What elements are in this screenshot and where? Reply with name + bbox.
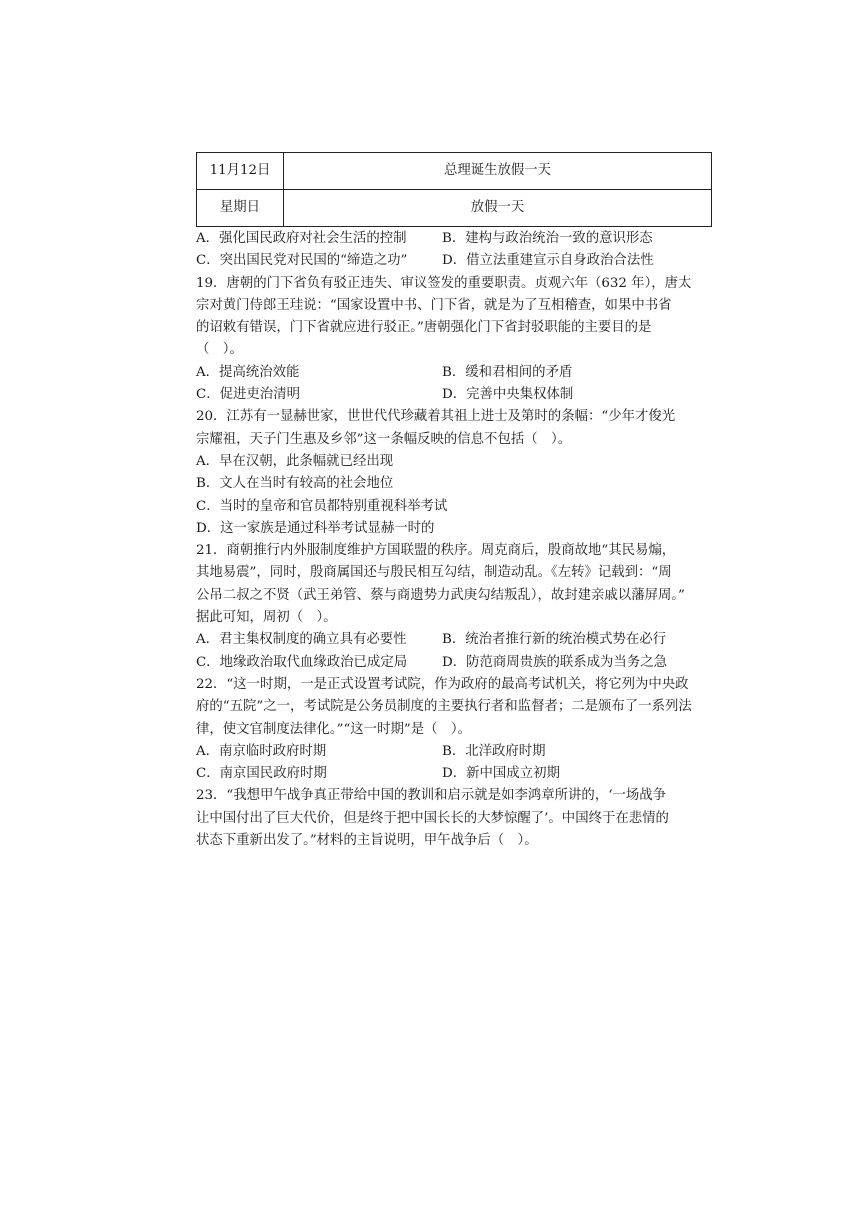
question-21-line: 公吊二叔之不贤（武王弟管、蔡与商遗势力武庚勾结叛乱），故封建亲戚以藩屏周。” — [196, 587, 685, 603]
question-22-line: 22．“这一时期，一是正式设置考试院，作为政府的最高考试机关，将它列为中央政 — [196, 676, 689, 692]
question-23-line: 状态下重新出发了。”材料的主旨说明，甲午战争后（ ）。 — [196, 833, 538, 849]
q21-options-row-1 — [196, 629, 716, 651]
question-19-line: 的诏敕有错误，门下省就应进行驳正。”唐朝强化门下省封驳职能的主要目的是 — [196, 320, 652, 336]
q21-option-a[interactable]: A．君主集权制度的确立具有必要性 — [196, 632, 407, 648]
question-19 — [196, 273, 716, 362]
table-cell-event: 放假一天 — [284, 190, 712, 227]
question-22-line: 府的“五院”之一，考试院是公务员制度的主要执行者和监督者；二是颁布了一系列法 — [196, 699, 692, 715]
q19-option-d[interactable]: D．完善中央集权体制 — [442, 387, 574, 403]
question-19-line: 19．唐朝的门下省负有驳正违失、审议签发的重要职责。贞观六年（632 年），唐太 — [196, 275, 692, 291]
question-20 — [196, 406, 716, 451]
question-20-line: 20．江苏有一显赫世家，世世代代珍藏着其祖上进士及第时的条幅：“少年才俊光 — [196, 409, 676, 425]
question-19-line: （ ）。 — [196, 342, 243, 358]
q20-option-a[interactable]: A．早在汉朝，此条幅就已经出现 — [196, 453, 394, 469]
question-21-line: 据此可知，周初（ ）。 — [196, 610, 337, 626]
q21-options-row-2 — [196, 652, 716, 674]
exam-content — [196, 152, 716, 852]
q18-option-b[interactable]: B．建构与政治统治一致的意识形态 — [442, 231, 653, 246]
q22-option-a[interactable]: A．南京临时政府时期 — [196, 743, 327, 759]
table-cell-date: 11月12日 — [197, 153, 284, 190]
question-22-line: 律，使文官制度法律化。”“这一时期”是（ ）。 — [196, 721, 471, 737]
holiday-table — [196, 152, 712, 227]
q22-option-c[interactable]: C．南京国民政府时期 — [196, 766, 327, 782]
q19-options-row-2 — [196, 384, 716, 406]
q18-option-a[interactable]: A．强化国民政府对社会生活的控制 — [196, 231, 407, 246]
table-row — [197, 190, 712, 227]
q19-option-a[interactable]: A．提高统治效能 — [196, 364, 300, 380]
question-23 — [196, 785, 716, 852]
q22-options-row-1 — [196, 741, 716, 763]
q20-option-c[interactable]: C．当时的皇帝和官员都特别重视科举考试 — [196, 498, 448, 514]
q20-option-b[interactable]: B．文人在当时有较高的社会地位 — [196, 476, 394, 492]
question-21-line: 其地易震”，同时，殷商属国还与殷民相互勾结，制造动乱。《左转》记载到：“周 — [196, 565, 672, 581]
question-23-line: 23．“我想甲午战争真正带给中国的教训和启示就是如李鸿章所讲的，‘一场战争 — [196, 788, 667, 804]
q19-option-c[interactable]: C．促进吏治清明 — [196, 387, 300, 403]
q22-option-b[interactable]: B．北洋政府时期 — [442, 743, 546, 759]
question-21-line: 21．商朝推行内外服制度维护方国联盟的秩序。周克商后，殷商故地“其民易煽， — [196, 543, 676, 559]
q21-option-c[interactable]: C．地缘政治取代血缘政治已成定局 — [196, 654, 408, 670]
q22-option-d[interactable]: D．新中国成立初期 — [442, 766, 560, 782]
question-20-line: 宗耀祖，天子门生惠及乡邻”这一条幅反映的信息不包括（ ）。 — [196, 431, 572, 447]
q19-option-b[interactable]: B．缓和君相间的矛盾 — [442, 364, 573, 380]
q21-option-b[interactable]: B．统治者推行新的统治模式势在必行 — [442, 632, 667, 648]
question-22 — [196, 674, 716, 741]
question-19-line: 宗对黄门侍郎王珪说：“国家设置中书、门下省，就是为了互相稽查，如果中书省 — [196, 297, 672, 313]
table-cell-date: 星期日 — [197, 190, 284, 227]
q18-options-row-2 — [196, 250, 716, 272]
table-cell-event: 总理诞生放假一天 — [284, 153, 712, 190]
q20-option-d[interactable]: D．这一家族是通过科举考试显赫一时的 — [196, 520, 435, 536]
q19-options-row-1 — [196, 362, 716, 384]
question-23-line: 让中国付出了巨大代价，但是终于把中国长长的大梦惊醒了’。中国终于在悲情的 — [196, 810, 669, 826]
question-21 — [196, 540, 716, 629]
q22-options-row-2 — [196, 763, 716, 785]
q18-option-d[interactable]: D．借立法重建宣示自身政治合法性 — [442, 253, 654, 269]
q18-options-row-1 — [196, 228, 716, 250]
table-row — [197, 153, 712, 190]
q21-option-d[interactable]: D．防范商周贵族的联系成为当务之急 — [442, 654, 667, 670]
q18-option-c[interactable]: C．突出国民党对民国的“缔造之功” — [196, 253, 408, 269]
